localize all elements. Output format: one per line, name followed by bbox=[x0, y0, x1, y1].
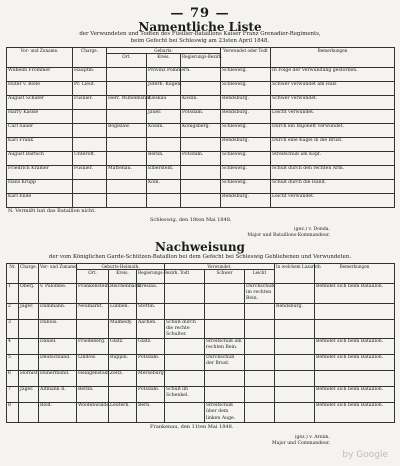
cell-todt: Schuß im Schenkel. bbox=[165, 387, 205, 403]
cell-note: Durch eine Kugel in die Brust. bbox=[271, 138, 395, 152]
cell-status: Schleswig. bbox=[221, 124, 271, 138]
cell-todt: Schuß durch die rechte Schulter. bbox=[165, 319, 205, 339]
col-group-birth: Geburts- bbox=[107, 48, 221, 54]
list1-table bbox=[6, 47, 395, 208]
cell-todt bbox=[165, 339, 205, 355]
cell-lazareth: Rendsburg. bbox=[275, 303, 315, 319]
list1-subtitle-1: der Verwundeten und Todten des Füsilier-Bataillons Kaiser Franz Grenadier-Regiments, bbox=[79, 31, 321, 37]
cell-bezirk bbox=[181, 180, 221, 194]
cell-note bbox=[315, 319, 395, 339]
cell-ort bbox=[77, 319, 109, 339]
cell-kreis bbox=[147, 194, 181, 208]
col2-charge: Charge. bbox=[19, 264, 39, 284]
cell-bezirk: Potsdam. bbox=[181, 110, 221, 124]
cell-kreis: Ruppin. bbox=[109, 355, 137, 371]
list1-signature: (gez.) v. Donda. bbox=[293, 227, 330, 232]
cell-todt bbox=[165, 403, 205, 423]
cell-lazareth bbox=[275, 339, 315, 355]
cell-lazareth bbox=[275, 355, 315, 371]
table-row bbox=[7, 96, 395, 110]
table-row bbox=[7, 110, 395, 124]
col-charge: Charge. bbox=[73, 48, 107, 68]
cell-leicht bbox=[245, 387, 275, 403]
list1-signature-role: Major und Bataillons-Kommandeur. bbox=[247, 233, 330, 238]
table-row bbox=[7, 403, 395, 423]
cell-note: Leicht verwundet. bbox=[271, 110, 395, 124]
cell-note: In Folge der Verwundung gestorben. bbox=[271, 68, 395, 82]
cell-leicht bbox=[245, 371, 275, 387]
list2-table bbox=[6, 263, 395, 423]
cell-note bbox=[315, 371, 395, 387]
cell-kreis: Jüterb. Kügen. bbox=[147, 82, 181, 96]
cell-note bbox=[315, 303, 395, 319]
cell-status: Rendsburg. bbox=[221, 194, 271, 208]
cell-name: Altmann II. bbox=[39, 387, 77, 403]
col-status: Verwundet oder Todt bbox=[221, 48, 271, 68]
table-row bbox=[7, 371, 395, 387]
cell-ort: Neumarkt. bbox=[77, 303, 109, 319]
cell-kreis: Berlin. bbox=[147, 152, 181, 166]
list1-subtitle-2: beim Gefecht bei Schleswig am 23sten April 1848. bbox=[130, 38, 270, 44]
cell-bezirk: Königsberg. bbox=[181, 124, 221, 138]
cell-charge: Füsilier. bbox=[73, 96, 107, 110]
cell-nr: 5 bbox=[7, 355, 19, 371]
cell-charge: Hauptm. bbox=[73, 68, 107, 82]
list1-footnote: N. Vermißt hat das Bataillon nicht. bbox=[8, 208, 96, 214]
cell-charge: Unteroff. bbox=[73, 152, 107, 166]
cell-charge bbox=[73, 180, 107, 194]
cell-schwer bbox=[205, 284, 245, 304]
cell-charge: Jäger. bbox=[19, 303, 39, 319]
cell-kreis: Zeitz. bbox=[109, 371, 137, 387]
col-name: Vor- und Zuname. bbox=[7, 48, 73, 68]
cell-status: Schleswig. bbox=[221, 180, 271, 194]
cell-bezirk: Potsdam. bbox=[137, 355, 165, 371]
cell-kreis: Provinz Pommern. bbox=[147, 68, 181, 82]
cell-kreis: Köln. bbox=[147, 180, 181, 194]
list1-title: Namentliche Liste bbox=[138, 20, 262, 34]
cell-lazareth bbox=[275, 284, 315, 304]
cell-charge bbox=[19, 319, 39, 339]
cell-kreis bbox=[109, 387, 137, 403]
cell-name: Carl Sauer bbox=[7, 124, 73, 138]
cell-ort: Bogislaw. bbox=[107, 124, 147, 138]
cell-schwer bbox=[205, 303, 245, 319]
cell-bezirk bbox=[181, 194, 221, 208]
col2-bezirk: Regierungs-Bezirk. bbox=[137, 270, 165, 284]
cell-status: Rendsburg. bbox=[221, 138, 271, 152]
col2-kreis: Kreis. bbox=[109, 270, 137, 284]
table-row bbox=[7, 138, 395, 152]
cell-bezirk: Aachen. bbox=[137, 319, 165, 339]
cell-ort: Mattenau. bbox=[107, 166, 147, 180]
cell-name: Hans Krupp bbox=[7, 180, 73, 194]
cell-charge: Pr. Lieut. bbox=[73, 82, 107, 96]
list2-place-date: Frankenau, den 11ten Mai 1848. bbox=[150, 424, 234, 430]
cell-name: Wilhelm Frommer bbox=[7, 68, 73, 82]
cell-bezirk: Potsdam. bbox=[137, 387, 165, 403]
col-kreis: Kreis. bbox=[147, 54, 181, 68]
col-notes: Bemerkungen bbox=[271, 48, 395, 68]
cell-name: Hüter v. Bolle bbox=[7, 82, 73, 96]
cell-charge bbox=[73, 124, 107, 138]
cell-kreis: Reichenbach. bbox=[109, 284, 137, 304]
cell-kreis: Jauer. bbox=[147, 110, 181, 124]
col2-name: Vor- und Zuname. bbox=[39, 264, 77, 284]
cell-schwer bbox=[205, 387, 245, 403]
cell-nr: 2 bbox=[7, 303, 19, 319]
cell-todt bbox=[165, 284, 205, 304]
cell-kreis: Lübben. bbox=[109, 303, 137, 319]
cell-todt bbox=[165, 355, 205, 371]
col2-ort: Ort. bbox=[77, 270, 109, 284]
cell-note: Schwer verwundet. bbox=[271, 96, 395, 110]
col2-group-wound: Verwundet. bbox=[165, 264, 275, 270]
cell-name: v. Palombe. bbox=[39, 284, 77, 304]
cell-leicht bbox=[245, 339, 275, 355]
cell-bezirk: Glatz. bbox=[137, 339, 165, 355]
cell-note: Schuß durch die Hand. bbox=[271, 180, 395, 194]
cell-lazareth bbox=[275, 403, 315, 423]
cell-note: Befindet sich beim Bataillon. bbox=[315, 339, 395, 355]
cell-bezirk bbox=[181, 166, 221, 180]
cell-bezirk bbox=[181, 82, 221, 96]
cell-status: Schleswig. bbox=[221, 82, 271, 96]
cell-charge bbox=[19, 403, 39, 423]
watermark: by Google bbox=[342, 450, 388, 460]
cell-kreis: Leutern. bbox=[109, 403, 137, 423]
cell-status: Schleswig. bbox=[221, 152, 271, 166]
cell-schwer: Durchschuß der Brust. bbox=[205, 355, 245, 371]
cell-ort bbox=[107, 68, 147, 82]
cell-bezirk: Merseburg. bbox=[137, 371, 165, 387]
table-row bbox=[7, 166, 395, 180]
col2-notes: Bemerkungen bbox=[315, 264, 395, 284]
cell-note: Befindet sich beim Bataillon. bbox=[315, 387, 395, 403]
cell-name: Blöd. bbox=[39, 403, 77, 423]
cell-kreis bbox=[147, 138, 181, 152]
cell-name: Hünermund. bbox=[39, 371, 77, 387]
cell-lazareth bbox=[275, 319, 315, 339]
cell-nr: 1 bbox=[7, 284, 19, 304]
col-ort: Ort. bbox=[107, 54, 147, 68]
table-row bbox=[7, 152, 395, 166]
cell-leicht bbox=[245, 319, 275, 339]
list2-signature: (gez.) v. Arnim. bbox=[294, 435, 330, 440]
col2-lazareth: In welchem Lazareth bbox=[275, 264, 315, 284]
cell-ort: Herr. Wilhelmshof. bbox=[107, 96, 147, 110]
cell-note: Befindet sich beim Bataillon. bbox=[315, 284, 395, 304]
page-number: — 79 — bbox=[170, 6, 230, 21]
cell-ort: Heiligenstadt. bbox=[77, 371, 109, 387]
cell-nr: 3 bbox=[7, 319, 19, 339]
table-row bbox=[7, 82, 395, 96]
cell-schwer: Streifschuß über dem linken Auge. bbox=[205, 403, 245, 423]
cell-leicht: Durchschuß im rechten Bein. bbox=[246, 284, 275, 302]
cell-nr: 7 bbox=[7, 387, 19, 403]
cell-note: Durch ein Bajonett verwundet. bbox=[271, 124, 395, 138]
cell-note: Befindet sich beim Bataillon. bbox=[315, 403, 395, 423]
table-row bbox=[7, 303, 395, 319]
cell-charge: Füsilier. bbox=[73, 166, 107, 180]
cell-name: Deutschland. bbox=[39, 355, 77, 371]
cell-note: Streifschuß am Kopf. bbox=[271, 152, 395, 166]
list1-place-date: Schleswig, den 18ten Mai 1848. bbox=[150, 217, 232, 223]
table-row bbox=[7, 319, 395, 339]
cell-bezirk: Bern. bbox=[137, 403, 165, 423]
cell-todt bbox=[165, 303, 205, 319]
cell-ort bbox=[107, 152, 147, 166]
cell-kreis: Malmedy. bbox=[109, 319, 137, 339]
table-row bbox=[7, 68, 395, 82]
table-row bbox=[7, 339, 395, 355]
cell-note: Schuß durch den rechten Arm. bbox=[271, 166, 395, 180]
cell-bezirk: Stettin. bbox=[137, 303, 165, 319]
table-row bbox=[7, 124, 395, 138]
cell-lazareth bbox=[275, 371, 315, 387]
cell-bezirk: Köslin. bbox=[181, 96, 221, 110]
cell-name: Karl Frank bbox=[7, 138, 73, 152]
table-row bbox=[7, 180, 395, 194]
cell-kreis: Köslin. bbox=[147, 124, 181, 138]
cell-charge bbox=[19, 355, 39, 371]
list2-title: Nachweisung bbox=[155, 240, 245, 254]
cell-note: Leicht verwundet. bbox=[271, 194, 395, 208]
cell-status: Schleswig. bbox=[221, 68, 271, 82]
cell-charge bbox=[73, 138, 107, 152]
table-row bbox=[7, 194, 395, 208]
cell-name: August Bartsch bbox=[7, 152, 73, 166]
cell-schwer: Streifschuß am rechten Bein. bbox=[205, 339, 245, 355]
table-row bbox=[7, 284, 395, 304]
cell-nr: 6 bbox=[7, 371, 19, 387]
cell-leicht bbox=[245, 355, 275, 371]
cell-charge: Hornist. bbox=[19, 371, 39, 387]
cell-kreis: Elbersfeld. bbox=[147, 166, 181, 180]
cell-bezirk: Breslau. bbox=[137, 284, 165, 304]
cell-ort bbox=[107, 180, 147, 194]
cell-kreis: Eleskau bbox=[147, 96, 181, 110]
cell-ort: Woldenwalde. bbox=[77, 403, 109, 423]
col2-nr: Nr. bbox=[7, 264, 19, 284]
col2-leicht: Leicht bbox=[245, 270, 275, 284]
cell-ort: Berlin. bbox=[77, 387, 109, 403]
cell-ort bbox=[107, 138, 147, 152]
cell-charge: Oberj. bbox=[19, 284, 39, 304]
cell-nr: 4 bbox=[7, 339, 19, 355]
col-bezirk: Regierungs-Bezirk. bbox=[181, 54, 221, 68]
cell-schwer bbox=[205, 371, 245, 387]
cell-note: Schwer verwundet am Hals bbox=[271, 82, 395, 96]
cell-ort: Friedeberg. bbox=[77, 339, 109, 355]
cell-lazareth bbox=[275, 387, 315, 403]
cell-name: Karl Ende bbox=[7, 194, 73, 208]
list2-signature-role: Major und Commandeur. bbox=[271, 441, 330, 446]
cell-ort bbox=[107, 82, 147, 96]
cell-note: Befindet sich beim Bataillon. bbox=[315, 355, 395, 371]
cell-kreis: Glatz. bbox=[109, 339, 137, 355]
table-row bbox=[7, 355, 395, 371]
col2-group-birth: Geburts-Heimath. bbox=[77, 264, 165, 270]
table-row bbox=[7, 387, 395, 403]
cell-ort: Frankenstein. bbox=[77, 284, 109, 304]
cell-name: Dammann. bbox=[39, 303, 77, 319]
cell-todt bbox=[165, 371, 205, 387]
cell-status: Rendsburg. bbox=[221, 96, 271, 110]
cell-leicht bbox=[245, 403, 275, 423]
cell-charge: Jäger. bbox=[19, 387, 39, 403]
cell-name: Harry Kassle bbox=[7, 110, 73, 124]
cell-ort bbox=[107, 194, 147, 208]
cell-name: August Schäfer bbox=[7, 96, 73, 110]
list2-subtitle: der vom Königlichen Garde-Schützen-Bataillon bei dem Gefecht bei Schleswig Gebliebenen und Verwundeten. bbox=[48, 254, 352, 260]
cell-status: Schleswig. bbox=[221, 166, 271, 180]
cell-bezirk: Potsdam. bbox=[181, 152, 221, 166]
cell-name: Friedrich Krämer bbox=[7, 166, 73, 180]
cell-status: Rendsburg. bbox=[221, 110, 271, 124]
cell-charge bbox=[73, 110, 107, 124]
col2-todt: Todt bbox=[165, 270, 205, 284]
cell-ort: Lindow. bbox=[77, 355, 109, 371]
cell-nr: 8 bbox=[7, 403, 19, 423]
col2-schwer: Schwer bbox=[205, 270, 245, 284]
cell-leicht bbox=[245, 303, 275, 319]
cell-name: Dubois. bbox=[39, 319, 77, 339]
cell-charge bbox=[73, 194, 107, 208]
cell-ort bbox=[107, 110, 147, 124]
cell-schwer bbox=[205, 319, 245, 339]
cell-name: Daniel. bbox=[39, 339, 77, 355]
cell-bezirk bbox=[181, 138, 221, 152]
cell-charge bbox=[19, 339, 39, 355]
